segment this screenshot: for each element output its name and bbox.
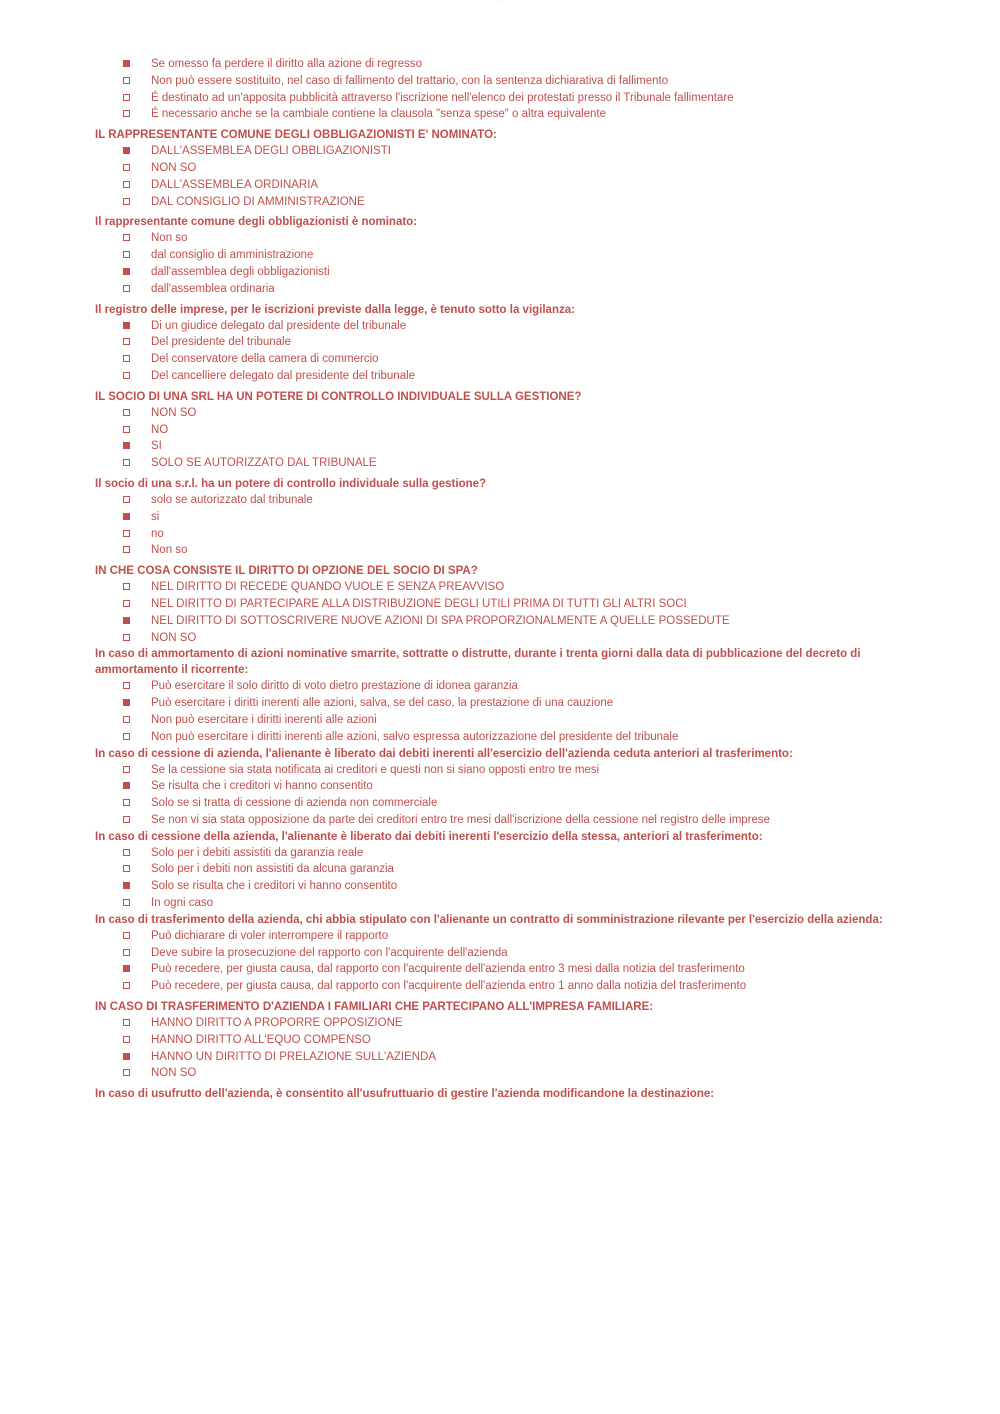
answer-list bbox=[95, 579, 895, 646]
question-text: In caso di cessione di azienda, l'alienante è liberato dai debiti inerenti all'esercizio dell'azienda ceduta anteriori al trasferimento: bbox=[95, 747, 793, 760]
answer-text: Del cancelliere delegato dal presidente del tribunale bbox=[151, 369, 416, 382]
answer-text: SOLO SE AUTORIZZATO DAL TRIBUNALE bbox=[151, 457, 377, 470]
answer-option bbox=[95, 1049, 895, 1066]
answer-text: Non può esercitare i diritti inerenti alle azioni, salvo espressa autorizzazione del presidente del tribunale bbox=[151, 730, 679, 743]
answer-text: Solo se risulta che i creditori vi hanno consentito bbox=[151, 880, 398, 893]
question-text: IN CHE COSA CONSISTE IL DIRITTO DI OPZIONE DEL SOCIO DI SPA? bbox=[95, 565, 478, 578]
answer-option bbox=[95, 230, 895, 247]
answer-option bbox=[95, 729, 895, 746]
answer-text: dall'assemblea ordinaria bbox=[151, 282, 275, 295]
unchecked-box-icon bbox=[123, 865, 130, 872]
question-block bbox=[95, 746, 895, 829]
answer-text: DALL'ASSEMBLEA DEGLI OBBLIGAZIONISTI bbox=[151, 145, 391, 158]
answer-text: NO bbox=[151, 423, 169, 436]
answer-option bbox=[95, 247, 895, 264]
answer-option bbox=[95, 281, 895, 298]
question-text: In caso di cessione della azienda, l'alienante è liberato dai debiti inerenti l'esercizio della stessa, anteriori al trasferimento: bbox=[95, 830, 763, 843]
answer-option bbox=[95, 812, 895, 829]
answer-option bbox=[95, 928, 895, 945]
question-block bbox=[95, 214, 895, 297]
unchecked-box-icon bbox=[123, 459, 130, 466]
unchecked-box-icon bbox=[123, 716, 130, 723]
answer-option bbox=[95, 368, 895, 385]
answer-text: Del presidente del tribunale bbox=[151, 336, 292, 349]
answer-text: Non può essere sostituito, nel caso di fallimento del trattario, con la sentenza dichiarativa di fallimento bbox=[151, 74, 669, 87]
unchecked-box-icon bbox=[123, 198, 130, 205]
unchecked-box-icon bbox=[123, 1036, 130, 1043]
answer-text: Può esercitare il solo diritto di voto dietro prestazione di idonea garanzia bbox=[151, 680, 518, 693]
answer-text: no bbox=[151, 527, 164, 540]
question-block bbox=[95, 389, 895, 472]
answer-text: É necessario anche se la cambiale contiene la clausola "senza spese" o altra equivalente bbox=[151, 108, 607, 121]
unchecked-box-icon bbox=[123, 372, 130, 379]
answer-text: NON SO bbox=[151, 406, 197, 419]
unchecked-box-icon bbox=[123, 409, 130, 416]
answer-text: dal consiglio di amministrazione bbox=[151, 249, 314, 262]
answer-list bbox=[95, 762, 895, 829]
answer-option bbox=[95, 73, 895, 90]
answer-option bbox=[95, 596, 895, 613]
answer-text: HANNO UN DIRITTO DI PRELAZIONE SULL'AZIENDA bbox=[151, 1050, 437, 1063]
unchecked-box-icon bbox=[123, 251, 130, 258]
question-text: In caso di trasferimento della azienda, chi abbia stipulato con l'alienante un contratto di somministrazione rilevante per l'esercizio della azienda: bbox=[95, 913, 883, 926]
answer-list bbox=[95, 678, 895, 745]
answer-option bbox=[95, 579, 895, 596]
answer-text: Non so bbox=[151, 232, 188, 245]
unchecked-box-icon bbox=[123, 546, 130, 553]
checked-box-icon bbox=[123, 617, 130, 624]
unchecked-box-icon bbox=[123, 799, 130, 806]
unchecked-box-icon bbox=[123, 164, 130, 171]
question-text: IL RAPPRESENTANTE COMUNE DEGLI OBBLIGAZIONISTI E' NOMINATO: bbox=[95, 129, 497, 142]
answer-option bbox=[95, 318, 895, 335]
answer-option bbox=[95, 160, 895, 177]
checked-box-icon bbox=[123, 442, 130, 449]
answer-option bbox=[95, 878, 895, 895]
answer-option bbox=[95, 778, 895, 795]
answer-text: Può dichiarare di voler interrompere il rapporto bbox=[151, 929, 389, 942]
answer-option bbox=[95, 438, 895, 455]
answer-option bbox=[95, 422, 895, 439]
answer-list bbox=[95, 230, 895, 297]
answer-option bbox=[95, 509, 895, 526]
unchecked-box-icon bbox=[123, 849, 130, 856]
answer-text: Solo per i debiti assistiti da garanzia reale bbox=[151, 846, 364, 859]
unchecked-box-icon bbox=[123, 949, 130, 956]
answer-option bbox=[95, 945, 895, 962]
question-block bbox=[95, 56, 895, 123]
unchecked-box-icon bbox=[123, 982, 130, 989]
answer-option bbox=[95, 194, 895, 211]
checked-box-icon bbox=[123, 322, 130, 329]
answer-text: SI bbox=[151, 440, 162, 453]
unchecked-box-icon bbox=[123, 733, 130, 740]
unchecked-box-icon bbox=[123, 110, 130, 117]
answer-text: Se la cessione sia stata notificata ai creditori e questi non si siano opposti entro tre mesi bbox=[151, 763, 600, 776]
checked-box-icon bbox=[123, 1053, 130, 1060]
question-block bbox=[95, 646, 895, 745]
answer-list bbox=[95, 492, 895, 559]
question-block bbox=[95, 127, 895, 210]
answer-option bbox=[95, 795, 895, 812]
answer-text: Deve subire la prosecuzione del rapporto con l'acquirente dell'azienda bbox=[151, 946, 508, 959]
answer-option bbox=[95, 845, 895, 862]
answer-text: solo se autorizzato dal tribunale bbox=[151, 493, 313, 506]
question-text: Il rappresentante comune degli obbligazionisti è nominato: bbox=[95, 216, 418, 229]
answer-text: dall'assemblea degli obbligazionisti bbox=[151, 265, 330, 278]
answer-text: Di un giudice delegato dal presidente del tribunale bbox=[151, 319, 407, 332]
unchecked-box-icon bbox=[123, 181, 130, 188]
answer-list bbox=[95, 845, 895, 912]
question-text: IL SOCIO DI UNA SRL HA UN POTERE DI CONTROLLO INDIVIDUALE SULLA GESTIONE? bbox=[95, 390, 582, 403]
answer-option bbox=[95, 1015, 895, 1032]
answer-option bbox=[95, 712, 895, 729]
unchecked-box-icon bbox=[123, 94, 130, 101]
checked-box-icon bbox=[123, 782, 130, 789]
answer-text: Se non vi sia stata opposizione da parte dei creditori entro tre mesi dall'iscrizione della cessione nel registro delle imprese bbox=[151, 813, 771, 826]
checked-box-icon bbox=[123, 60, 130, 67]
answer-text: NON SO bbox=[151, 161, 197, 174]
checked-box-icon bbox=[123, 699, 130, 706]
question-text: In caso di usufrutto dell'azienda, è consentito all'usufruttuario di gestire l'azienda modificandone la destinazione: bbox=[95, 1088, 715, 1101]
answer-text: É destinato ad un'apposita pubblicità attraverso l'iscrizione nell'elenco dei protestati presso il Tribunale fallimentare bbox=[151, 91, 734, 104]
unchecked-box-icon bbox=[123, 766, 130, 773]
question-text: Il socio di una s.r.l. ha un potere di controllo individuale sulla gestione? bbox=[95, 477, 487, 490]
answer-option bbox=[95, 1065, 895, 1082]
unchecked-box-icon bbox=[123, 77, 130, 84]
answer-text: DAL CONSIGLIO DI AMMINISTRAZIONE bbox=[151, 195, 365, 208]
answer-text: Solo se si tratta di cessione di azienda non commerciale bbox=[151, 797, 438, 810]
question-block bbox=[95, 476, 895, 559]
answer-text: NON SO bbox=[151, 631, 197, 644]
answer-option bbox=[95, 455, 895, 472]
checked-box-icon bbox=[123, 268, 130, 275]
question-text: Il registro delle imprese, per le iscrizioni previste dalla legge, è tenuto sotto la vigilanza: bbox=[95, 303, 575, 316]
unchecked-box-icon bbox=[123, 1019, 130, 1026]
answer-text: Può recedere, per giusta causa, dal rapporto con l'acquirente dell'azienda entro 3 mesi dalla notizia del trasferimento bbox=[151, 963, 745, 976]
answer-list bbox=[95, 143, 895, 210]
question-block bbox=[95, 1086, 895, 1102]
answer-text: HANNO DIRITTO A PROPORRE OPPOSIZIONE bbox=[151, 1017, 403, 1030]
answer-option bbox=[95, 56, 895, 73]
checked-box-icon bbox=[123, 882, 130, 889]
answer-text: Non so bbox=[151, 544, 188, 557]
page-header-mark: - - - - bbox=[495, 0, 503, 3]
unchecked-box-icon bbox=[123, 530, 130, 537]
unchecked-box-icon bbox=[123, 634, 130, 641]
answer-option bbox=[95, 351, 895, 368]
answer-text: Solo per i debiti non assistiti da alcuna garanzia bbox=[151, 863, 394, 876]
unchecked-box-icon bbox=[123, 600, 130, 607]
answer-option bbox=[95, 895, 895, 912]
question-block bbox=[95, 912, 895, 995]
answer-list bbox=[95, 928, 895, 995]
answer-text: Se omesso fa perdere il diritto alla azione di regresso bbox=[151, 58, 423, 70]
answer-text: Può recedere, per giusta causa, dal rapporto con l'acquirente dell'azienda entro 1 anno dalla notizia del trasferimento bbox=[151, 980, 747, 993]
unchecked-box-icon bbox=[123, 816, 130, 823]
unchecked-box-icon bbox=[123, 1069, 130, 1076]
unchecked-box-icon bbox=[123, 899, 130, 906]
answer-text: si bbox=[151, 510, 160, 523]
question-text: IN CASO DI TRASFERIMENTO D'AZIENDA I FAMILIARI CHE PARTECIPANO ALL'IMPRESA FAMILIARE: bbox=[95, 1001, 654, 1014]
answer-text: HANNO DIRITTO ALL'EQUO COMPENSO bbox=[151, 1033, 371, 1046]
unchecked-box-icon bbox=[123, 682, 130, 689]
answer-list bbox=[95, 318, 895, 385]
answer-option bbox=[95, 526, 895, 543]
answer-text: Se risulta che i creditori vi hanno consentito bbox=[151, 780, 373, 793]
answer-option bbox=[95, 613, 895, 630]
answer-option bbox=[95, 542, 895, 559]
checked-box-icon bbox=[123, 147, 130, 154]
answer-text: NEL DIRITTO DI SOTTOSCRIVERE NUOVE AZIONI DI SPA PROPORZIONALMENTE A QUELLE POSSEDUTE bbox=[151, 614, 730, 627]
answer-option bbox=[95, 961, 895, 978]
answer-list bbox=[95, 405, 895, 472]
answer-option bbox=[95, 405, 895, 422]
quiz-content bbox=[95, 56, 895, 1102]
unchecked-box-icon bbox=[123, 496, 130, 503]
answer-text: DALL'ASSEMBLEA ORDINARIA bbox=[151, 178, 319, 191]
answer-list bbox=[95, 56, 895, 123]
answer-option bbox=[95, 106, 895, 123]
answer-text: NEL DIRITTO DI RECEDE QUANDO VUOLE E SENZA PREAVVISO bbox=[151, 581, 505, 594]
answer-option bbox=[95, 177, 895, 194]
answer-option bbox=[95, 90, 895, 107]
unchecked-box-icon bbox=[123, 583, 130, 590]
answer-option bbox=[95, 762, 895, 779]
answer-text: Del conservatore della camera di commercio bbox=[151, 353, 379, 366]
question-block bbox=[95, 302, 895, 385]
unchecked-box-icon bbox=[123, 355, 130, 362]
answer-text: In ogni caso bbox=[151, 897, 214, 910]
question-text: In caso di ammortamento di azioni nominative smarrite, sottratte o distrutte, durante i trenta giorni dalla data di pubblicazione del decreto di ammortamento il ricorrente: bbox=[95, 648, 861, 677]
answer-option bbox=[95, 630, 895, 647]
answer-option bbox=[95, 695, 895, 712]
unchecked-box-icon bbox=[123, 426, 130, 433]
unchecked-box-icon bbox=[123, 932, 130, 939]
checked-box-icon bbox=[123, 965, 130, 972]
answer-option bbox=[95, 334, 895, 351]
question-block bbox=[95, 563, 895, 646]
answer-list bbox=[95, 1015, 895, 1082]
unchecked-box-icon bbox=[123, 338, 130, 345]
answer-text: NON SO bbox=[151, 1067, 197, 1080]
answer-option bbox=[95, 1032, 895, 1049]
question-block bbox=[95, 829, 895, 912]
question-block bbox=[95, 999, 895, 1082]
answer-text: NEL DIRITTO DI PARTECIPARE ALLA DISTRIBUZIONE DEGLI UTILI PRIMA DI TUTTI GLI ALTRI SOCI bbox=[151, 597, 687, 610]
answer-option bbox=[95, 492, 895, 509]
unchecked-box-icon bbox=[123, 234, 130, 241]
unchecked-box-icon bbox=[123, 285, 130, 292]
answer-option bbox=[95, 678, 895, 695]
answer-option bbox=[95, 143, 895, 160]
answer-text: Non può esercitare i diritti inerenti alle azioni bbox=[151, 713, 377, 726]
answer-option bbox=[95, 264, 895, 281]
answer-option bbox=[95, 861, 895, 878]
checked-box-icon bbox=[123, 513, 130, 520]
answer-text: Può esercitare i diritti inerenti alle azioni, salva, se del caso, la prestazione di una cauzione bbox=[151, 697, 614, 710]
answer-option bbox=[95, 978, 895, 995]
